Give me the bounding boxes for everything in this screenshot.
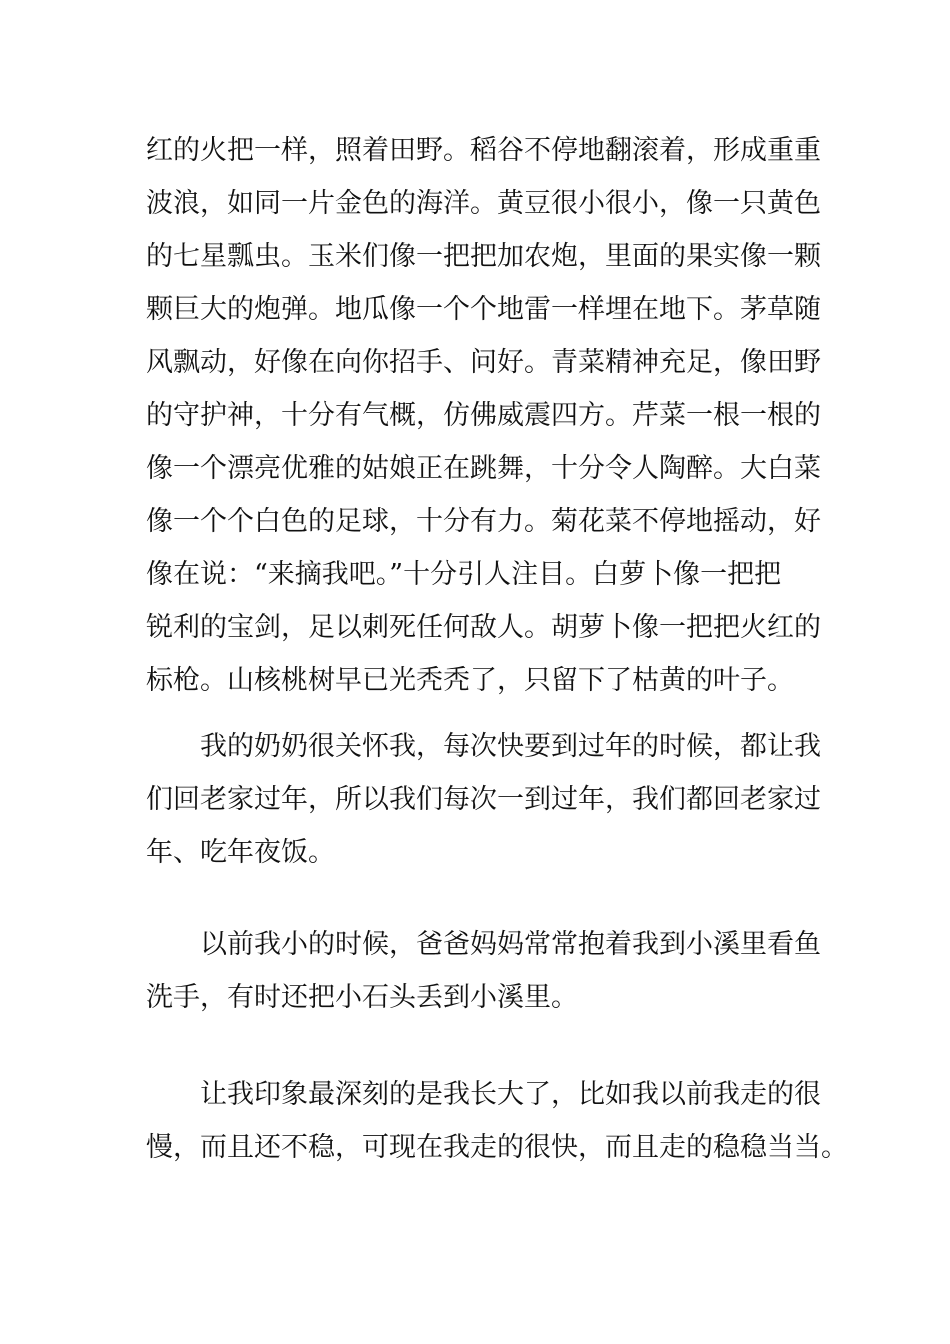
paragraph-line: 像在说：“来摘我吧。”十分引人注目。白萝卜像一把把	[146, 559, 782, 590]
paragraph-line: 的守护神，十分有气概，仿佛威震四方。芹菜一根一根的	[146, 400, 821, 431]
paragraph-4	[146, 1068, 848, 1174]
paragraph-1	[146, 124, 821, 707]
paragraph-3	[146, 918, 821, 1024]
paragraph-line: 风飘动，好像在向你招手、问好。青菜精神充足，像田野	[146, 347, 821, 378]
paragraph-line: 标枪。山核桃树早已光秃秃了，只留下了枯黄的叶子。	[146, 665, 794, 696]
paragraph-line: 洗手，有时还把小石头丢到小溪里。	[146, 982, 578, 1013]
paragraph-first-line: 我的奶奶很关怀我，每次快要到过年的时候，都让我	[200, 731, 821, 762]
paragraph-line: 波浪，如同一片金色的海洋。黄豆很小很小，像一只黄色	[146, 188, 821, 219]
paragraph-first-line: 让我印象最深刻的是我长大了，比如我以前我走的很	[200, 1079, 821, 1110]
paragraph-line: 慢，而且还不稳，可现在我走的很快，而且走的稳稳当当。	[146, 1132, 848, 1163]
paragraph-line: 的七星瓢虫。玉米们像一把把加农炮，里面的果实像一颗	[146, 241, 821, 272]
paragraph-line: 锐利的宝剑，足以刺死任何敌人。胡萝卜像一把把火红的	[146, 612, 821, 643]
paragraph-line: 们回老家过年，所以我们每次一到过年，我们都回老家过	[146, 784, 821, 815]
paragraph-line: 颗巨大的炮弹。地瓜像一个个地雷一样埋在地下。茅草随	[146, 294, 821, 325]
paragraph-2	[146, 720, 821, 879]
paragraph-line: 像一个个白色的足球，十分有力。菊花菜不停地摇动，好	[146, 506, 821, 537]
paragraph-line: 年、吃年夜饭。	[146, 837, 335, 868]
paragraph-line: 像一个漂亮优雅的姑娘正在跳舞，十分令人陶醉。大白菜	[146, 453, 821, 484]
paragraph-line: 红的火把一样，照着田野。稻谷不停地翻滚着，形成重重	[146, 135, 821, 166]
paragraph-first-line: 以前我小的时候，爸爸妈妈常常抱着我到小溪里看鱼	[200, 929, 821, 960]
